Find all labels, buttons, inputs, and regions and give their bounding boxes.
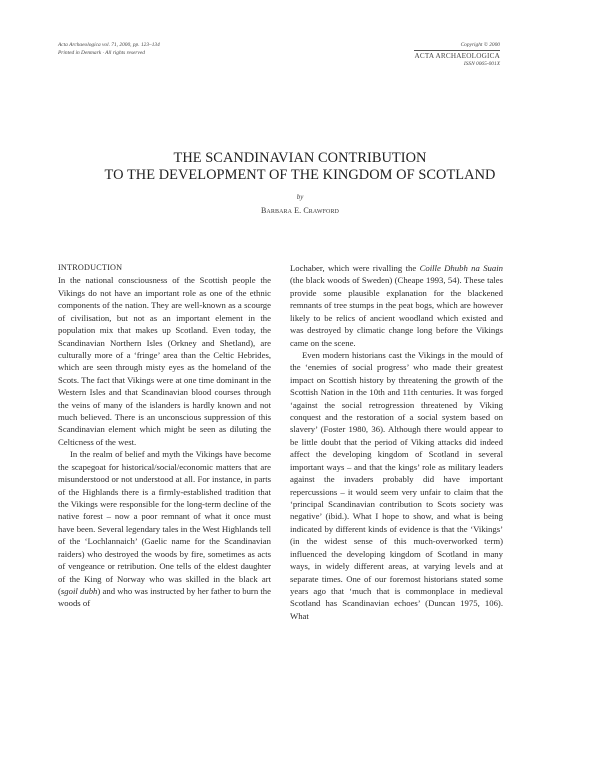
journal-block	[360, 41, 500, 68]
paragraph-2	[58, 448, 271, 609]
title-line-2: TO THE DEVELOPMENT OF THE KINGDOM OF SCOTLAND	[104, 167, 496, 183]
author-name	[0, 206, 600, 215]
paragraph-3: Even modern historians cast the Vikings in the mould of the ‘enemies of social progress’ who made their greatest impact on Scottish history by threatening the growth of the Scottish Nation in the 10th and 11th centuries. It was forged ‘against the social retrogression threatened by Viking conquest and the restoration of a social system based on slavery’ (Foster 1980, 36). Although there would appear to be little doubt that the period of Viking attacks did indeed affect the developing kingdom of Scotland in several important ways – and that the kings’ role as military leaders against the invaders probably did have important repercussions – it would seem very unfair to claim that the ‘principal Scandinavian contribution to Scots society was negative’ (ibid.). What I hope to show, and what is being indicated by different kinds of evidence is that the ‘Vikings’ (in the widest sense of this much-overworked term) influenced the developing kingdom of Scotland in many ways, in widely different areas, at varying levels and at separate times. One of our foremost historians stated some years ago that ‘much that is commonplace in medieval Scotland has Scandinavian echoes’ (Duncan 1975, 106). What	[290, 349, 503, 621]
paragraph-2-continued	[290, 262, 503, 349]
citation-line-1: Acta Archaeologica vol. 71, 2000, pp. 123–134	[58, 42, 160, 48]
journal-rule	[414, 50, 500, 51]
journal-issn: ISSN 0065-001X	[463, 61, 500, 67]
title-line-1: THE SCANDINAVIAN CONTRIBUTION	[173, 150, 427, 166]
byline-by: by	[296, 193, 304, 201]
text-column-left	[58, 262, 271, 610]
italic-term-sgoil-dubh: sgoil dubh	[60, 585, 98, 596]
journal-name: ACTA ARCHAEOLOGICA	[414, 52, 500, 60]
italic-term-coille-dhubh: Coille Dhubh na Suain	[419, 263, 503, 273]
article-title	[40, 150, 560, 184]
paragraph-2-end: (the black woods of Sweden) (Cheape 1993, 54). These tales provide some plausible explanation for the blackened remnants of tree stumps in the peat bogs, which are however likely to be relics of ancient woodland which existed and was destroyed by climatic change long before the Vikings came on the scene.	[290, 275, 503, 348]
citation-block	[58, 41, 160, 57]
text-column-right	[290, 262, 503, 622]
copyright-notice: Copyright © 2000	[460, 42, 500, 48]
author-name-text: Barbara E. Crawford	[261, 206, 339, 215]
section-heading-introduction: INTRODUCTION	[58, 263, 123, 272]
citation-line-2: Printed in Denmark · All rights reserved	[58, 50, 145, 56]
paragraph-2-lochaber: Lochaber, which were rivalling the	[290, 263, 420, 273]
paragraph-2-text: In the realm of belief and myth the Vikings have become the scapegoat for historical/social/economic matters that are misunderstood or not understood at all. For instance, in parts of the Highlands there is a firmly-established tradition that the Vikings were responsible for the long-term decline of the native forest – now a poor remnant of what it once must have been. Several legendary tales in the West Highlands tell of the ‘Lochlannaich’ (Gaelic name for the Scandinavian raiders) who destroyed the woods by fire, sometimes as acts of vengeance or retribution. One tells of the eldest daughter of the King of Norway who was skilled in the black art (	[58, 449, 271, 596]
paragraph-2-text-cont: ) and who was instructed by her father to burn the woods of	[58, 585, 271, 609]
paragraph-1: In the national consciousness of the Scottish people the Vikings do not have an important role as one of the ethnic components of the nation. They are well-known as a scourge of civilisation, but not as an important element in the population mix that makes up Scotland. Even today, the Scandinavian Northern Isles (Orkney and Shetland), are culturally more of a ‘fringe’ area than the Celtic Hebrides, which are seen through misty eyes as the homeland of the Scots. The fact that Vikings were at one time dominant in the Western Isles and that Scandinavian blood courses through the veins of many of the islanders is hardly known and not much believed. There is an unconscious suppression of this Scandinavian element which might be seen as diluting the Celticness of the west.	[58, 275, 271, 447]
